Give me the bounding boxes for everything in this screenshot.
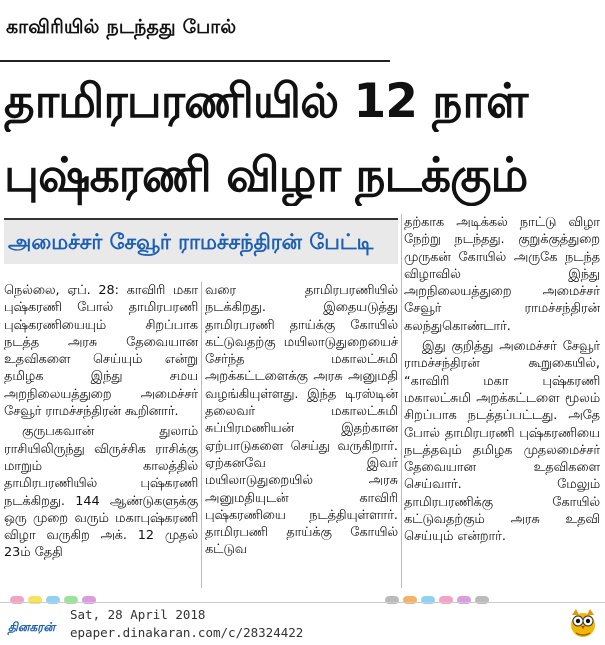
paragraph: இது குறித்து அமைச்சர் சேவூர் ராமச்சந்திரன் கூறுகையில், “காவிரி மகா புஷ்கரணி மகாலட்சுமி அறக்கட்டளை மூலம் சிறப்பாக நடத்தப்பட்டது. அதே போல் தாமிரபரணி புஷ்கரணியை நடத்தவும் தமிழக முதலமைச்சர் தேவையான உதவிகளை செய்வார். மேலும் தாமிரபரணிக்கு கோயில் கட்டுவதற்கும் அரசு உதவி செய்யும் என்றார். xyxy=(404,339,600,545)
kicker-rule xyxy=(0,60,390,62)
paragraph: வரை தாமிரபரணியில் நடக்கிறது. இதையடுத்து தாமிரபரணி தாய்க்கு கோயில் கட்டுவதற்கு மயிலாடுதுறையைச் சேர்ந்த மகாலட்சுமி அறக்கட்டளைக்கு அரசு அனுமதி வழங்கியுள்ளது. இந்த டிரஸ்டின் தலைவர் மகாலட்சுமி சுப்பிரமணியன் இதற்கான ஏற்பாடுகளை செய்து வருகிறார். ஏற்கனவே இவர் மயிலாடுதுறையில் அரசு அனுமதியுடன் காவிரி புஷ்கரணியை நடத்தியுள்ளார். தாமிரபணி தாய்க்கு கோயில் கட்டுவ xyxy=(205,283,398,558)
headline-line-1: தாமிரபரணியில் 12 நாள் xyxy=(4,74,528,129)
column-divider xyxy=(401,214,402,588)
footer-rule xyxy=(0,602,605,603)
article-column-3 xyxy=(404,214,600,590)
edition-date: Sat, 28 April 2018 xyxy=(70,607,206,622)
paragraph: நெல்லை, ஏப். 28: காவிரி மகா புஷ்கரணி போல் தாமிரபரணி புஷ்கரணியையும் சிறப்பாக நடத்த அரசு தேவையான உதவிகளை செய்யும் என்று தமிழக இந்து சமய அறநிலையத்துறை அமைச்சர் சேவூர் ராமச்சந்திரன் கூறினார். xyxy=(4,283,198,420)
paragraph: தற்காக அடிக்கல் நாட்டு விழா நேற்று நடந்தது. குறுக்குத்துறை முருகன் கோயில் அருகே நடந்த விழாவில் இந்து அறநிலையத்துறை அமைச்சர் சேவூர் ராமச்சந்திரன் கலந்துகொண்டார். xyxy=(404,215,600,334)
article-column-1 xyxy=(4,282,198,592)
headline-line-2: புஷ்கரணி விழா நடக்கும் xyxy=(4,148,528,203)
article-column-2 xyxy=(205,282,398,592)
article-kicker: காவிரியில் நடந்தது போல் xyxy=(6,16,237,38)
epaper-url[interactable]: epaper.dinakaran.com/c/28324422 xyxy=(70,625,304,640)
paragraph: குருபகவான் துலாம் ராசியிலிருந்து விருச்சிக ராசிக்கு மாறும் காலத்தில் தாமிரபரணியில் புஷ்கரணி நடக்கிறது. 144 ஆண்டுகளுக்கு ஒரு முறை வரும் மகாபுஷ்கரணி விழா வருகிற அக். 12 முதல் 23ம் தேதி xyxy=(4,424,198,561)
subheadline-bar xyxy=(4,218,398,264)
newspaper-logo: தினகரன் xyxy=(8,620,55,634)
column-divider xyxy=(201,282,202,588)
subheadline: அமைச்சர் சேவூர் ராமச்சந்திரன் பேட்டி xyxy=(8,230,374,254)
owl-icon xyxy=(568,606,598,638)
